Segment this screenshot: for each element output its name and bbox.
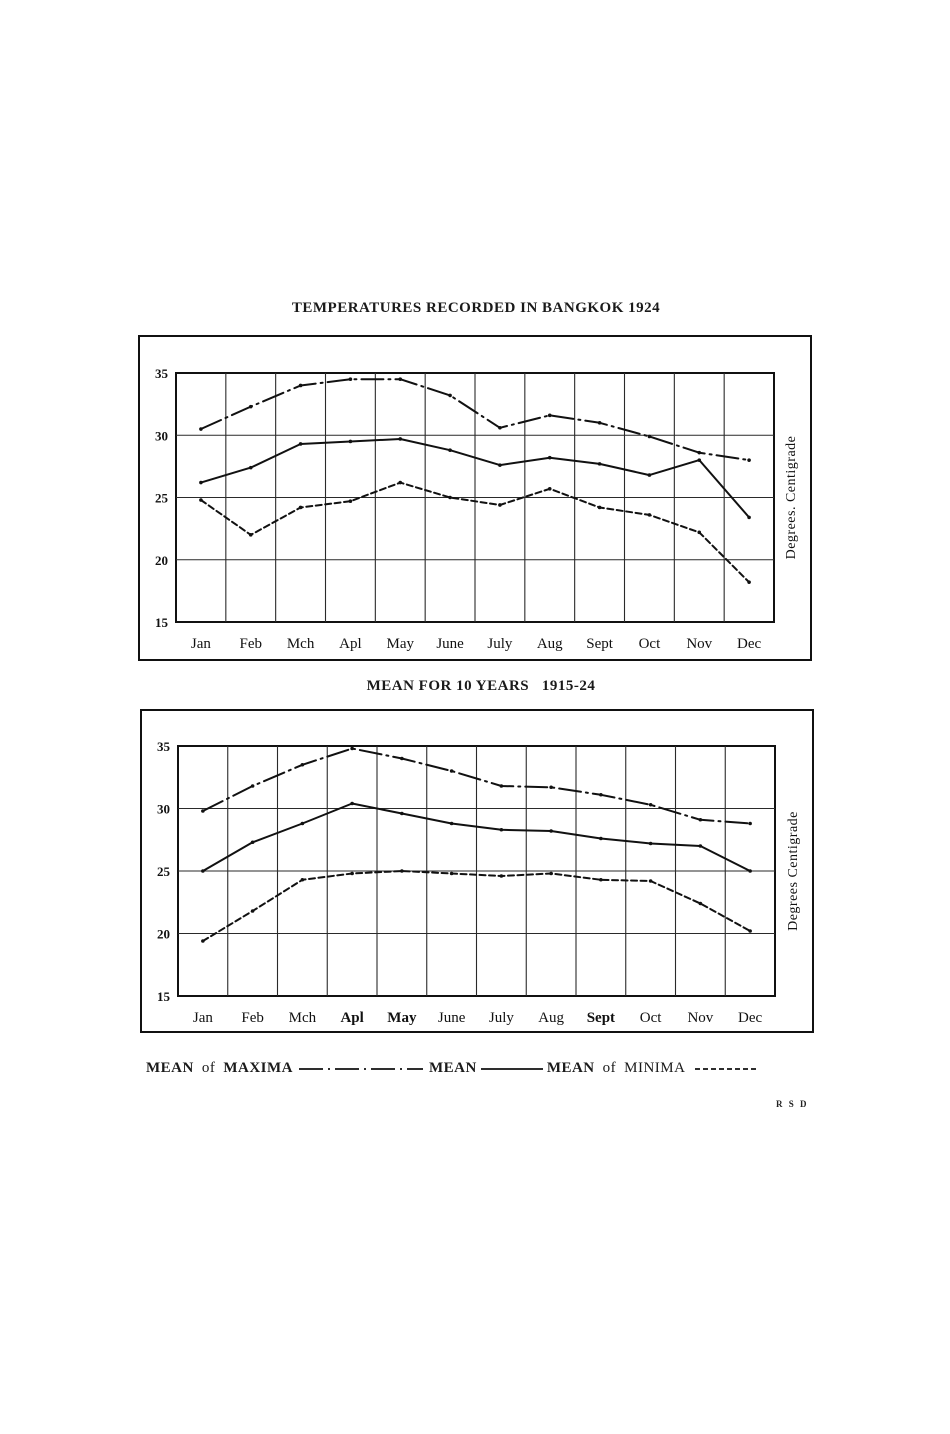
x-tick-label: Jan [190,636,211,652]
x-tick-label: Apl [340,1010,364,1026]
series-mean-point [747,516,751,520]
legend-maxima-line-sample [297,1064,425,1074]
x-tick-label: Aug [536,636,563,652]
series-mean-of-maxima-point [748,822,752,826]
series-mean-of-minima-point [548,487,552,491]
series-mean-point [548,456,552,460]
chart-1 [0,330,950,665]
series-mean-of-minima-point [249,533,253,537]
series-mean-point [648,473,652,477]
y-axis-label: Degrees. Centigrade [784,435,799,560]
series-mean-of-minima-point [599,878,603,882]
series-mean-of-maxima-point [201,809,205,813]
y-tick-label: 30 [157,801,170,817]
series-mean-of-maxima-point [400,757,404,761]
series-mean-of-maxima-point [599,793,603,797]
series-mean-of-maxima-point [747,458,751,462]
x-tick-label: Apl [339,636,362,652]
series-mean-point [201,869,205,873]
series-mean-of-minima-point [747,580,751,584]
series-mean-point [498,463,502,467]
series-mean-of-maxima-point [349,377,353,381]
series-mean-of-minima-point [697,531,701,535]
signature-initials: R S D [776,1099,809,1109]
series-mean-of-minima-point [201,939,205,943]
legend [146,1060,763,1077]
series-mean-of-maxima-point [350,747,354,751]
x-tick-label: Dec [738,1010,763,1026]
x-tick-label: July [488,1010,514,1026]
x-tick-label: June [437,1010,466,1026]
series-mean-point [697,458,701,462]
legend-minima-suffix: MINIMA [624,1060,686,1076]
series-mean-of-maxima-point [448,394,452,398]
series-mean-point [450,822,454,826]
legend-mean-label: MEAN [428,1060,477,1076]
series-mean-of-minima-point [649,879,653,883]
series-mean-of-maxima-point [249,405,253,409]
series-mean-of-minima-point [349,499,353,503]
series-mean-point [598,462,602,466]
series-mean-of-maxima-point [549,785,553,789]
series-mean-point [301,822,305,826]
series-mean-of-minima-point [598,506,602,510]
legend-maxima-prefix: MEAN [146,1060,194,1076]
series-mean-of-minima-point [500,874,504,878]
series-mean-of-minima-point [450,872,454,876]
series-mean-of-minima-point [251,909,255,913]
y-tick-label: 25 [155,490,168,506]
series-mean-of-minima-point [199,498,203,502]
series-mean-of-minima-point [299,506,303,510]
series-mean-of-maxima-point [548,414,552,418]
series-mean-of-maxima-point [697,451,701,455]
chart-2-title: MEAN FOR 10 YEARS 1915-24 [366,678,596,694]
series-mean-point [599,837,603,841]
x-tick-label: Sept [586,1010,616,1026]
legend-minima-prefix: MEAN [546,1060,595,1076]
series-mean-of-maxima-point [649,803,653,807]
x-tick-label: Oct [639,1010,662,1026]
series-mean-point [649,842,653,846]
series-mean-of-maxima-point [301,763,305,767]
y-tick-label: 15 [155,615,168,630]
series-mean-of-maxima-point [498,426,502,430]
y-tick-label: 15 [157,989,170,1004]
series-mean-of-minima-point [699,902,703,906]
x-tick-label: Aug [538,1010,565,1026]
series-mean-of-maxima-point [299,384,303,388]
x-tick-label: Mch [286,636,315,652]
y-tick-label: 20 [155,552,168,568]
series-mean-of-minima-point [498,503,502,507]
chart-1-title: TEMPERATURES RECORDED IN BANGKOK 1924 [291,300,661,316]
x-tick-label: Dec [737,636,762,652]
series-mean-point [349,440,353,444]
series-mean-point [398,437,402,441]
y-tick-label: 20 [157,926,170,942]
series-mean-point [251,840,255,844]
legend-minima-of: of [602,1060,617,1076]
x-tick-label: Oct [638,636,661,652]
legend-maxima-of: of [201,1060,216,1076]
series-mean-of-maxima-point [398,377,402,381]
legend-maxima-suffix: MAXIMA [223,1060,293,1076]
series-mean-point [448,448,452,452]
series-mean-of-minima-point [549,872,553,876]
series-mean-of-minima-point [448,496,452,500]
y-axis-label: Degrees Centigrade [786,811,801,931]
x-tick-label: May [387,1010,417,1026]
x-tick-label: Feb [239,636,262,652]
series-mean-point [549,829,553,833]
series-mean-of-maxima-point [598,421,602,425]
series-mean-of-minima-point [398,481,402,485]
y-tick-label: 30 [155,428,168,444]
x-tick-label: Mch [288,1010,317,1026]
chart-2 [0,705,950,1040]
x-tick-label: July [487,636,513,652]
series-mean-of-maxima-point [699,818,703,822]
x-tick-label: June [436,636,464,652]
series-mean-point [400,812,404,816]
series-mean-of-maxima-point [251,784,255,788]
y-tick-label: 35 [155,366,168,381]
x-tick-label: Nov [687,1010,714,1026]
series-mean-of-maxima-point [648,435,652,439]
x-tick-label: Sept [586,636,613,652]
legend-mean-line-sample [481,1064,543,1074]
series-mean-of-maxima-point [199,427,203,431]
series-mean-point [500,828,504,832]
series-mean-of-maxima-point [450,769,454,773]
series-mean-point [350,802,354,806]
series-mean-of-minima-point [400,869,404,873]
series-mean-point [249,466,253,470]
series-mean-of-minima-point [748,929,752,933]
x-tick-label: May [386,636,414,652]
series-mean-point [199,481,203,485]
series-mean-of-minima-point [301,878,305,882]
x-tick-label: Nov [686,636,713,652]
y-tick-label: 35 [157,739,170,754]
series-mean-point [299,442,303,446]
x-tick-label: Jan [192,1010,213,1026]
y-tick-label: 25 [157,864,170,879]
series-mean-of-minima-point [350,872,354,876]
x-tick-label: Feb [241,1010,264,1026]
series-mean-of-maxima-point [500,784,504,788]
series-mean-point [748,869,752,873]
series-mean-point [699,844,703,848]
legend-minima-line-sample [689,1064,759,1074]
series-mean-of-minima-point [648,513,652,517]
